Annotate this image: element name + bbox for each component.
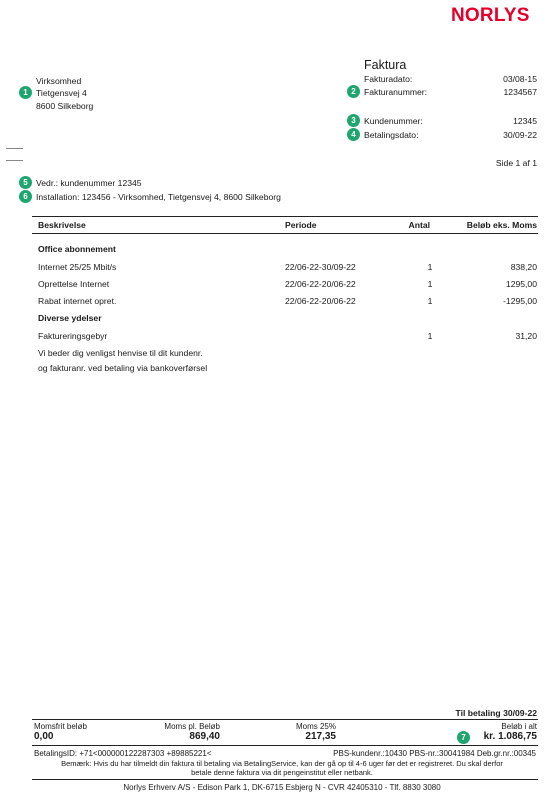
marker-3: 3 bbox=[347, 114, 360, 127]
total-label: Beløb i alt bbox=[501, 722, 537, 731]
installation-line: Installation: 123456 - Virksomhed, Tietgensvej 4, 8600 Silkeborg bbox=[36, 192, 281, 202]
sender-street: Tietgensvej 4 bbox=[36, 88, 87, 98]
payment-id: BetalingsID: +71<000000122287303 +89885221< bbox=[34, 749, 212, 758]
marker-1: 1 bbox=[19, 86, 32, 99]
fold-mark-top bbox=[6, 148, 23, 149]
marker-6: 6 bbox=[19, 190, 32, 203]
remark-line-1: Bemærk: Hvis du har tilmeldt din faktura til betaling via BetalingService, kan der gå op til 4-6 uger før det er registreret. Du skal derfor bbox=[61, 759, 503, 768]
table-top-rule bbox=[32, 216, 538, 217]
totals-top-rule bbox=[32, 719, 538, 720]
due-date-label: Betalingsdato: bbox=[364, 130, 419, 140]
marker-7: 7 bbox=[457, 731, 470, 744]
sender-city: 8600 Silkeborg bbox=[36, 101, 94, 111]
momspl-value: 869,40 bbox=[189, 731, 220, 742]
invoice-number-label: Fakturanummer: bbox=[364, 87, 428, 97]
moms-value: 217,35 bbox=[305, 731, 336, 742]
invoice-title: Faktura bbox=[364, 58, 407, 72]
due-date: 30/09-22 bbox=[503, 130, 537, 140]
col-header-period: Periode bbox=[285, 220, 317, 230]
totals-bottom-rule bbox=[32, 745, 538, 746]
momspl-label: Moms pl. Beløb bbox=[164, 722, 220, 731]
invoice-date: 03/08-15 bbox=[503, 74, 537, 84]
col-header-description: Beskrivelse bbox=[38, 220, 86, 230]
section-office: Office abonnement bbox=[38, 244, 116, 254]
moms-label: Moms 25% bbox=[295, 722, 336, 731]
invoice-date-label: Fakturadato: bbox=[364, 74, 413, 84]
norlys-logo: NORLYS bbox=[451, 5, 530, 26]
total-value: kr. 1.086,75 bbox=[483, 731, 537, 742]
table-header-rule bbox=[32, 233, 538, 234]
sender-name: Virksomhed bbox=[36, 76, 82, 86]
section-diverse: Diverse ydelser bbox=[38, 313, 102, 323]
page-number: Side 1 af 1 bbox=[495, 158, 537, 168]
customer-number: 12345 bbox=[513, 116, 537, 126]
vedr-line: Vedr.: kundenummer 12345 bbox=[36, 178, 142, 188]
to-pay-label: Til betaling 30/09-22 bbox=[455, 708, 537, 718]
momsfri-label: Momsfrit beløb bbox=[34, 722, 87, 731]
col-header-quantity: Antal bbox=[408, 220, 430, 230]
marker-5: 5 bbox=[19, 176, 32, 189]
footer-rule bbox=[32, 779, 538, 780]
marker-4: 4 bbox=[347, 128, 360, 141]
customer-number-label: Kundenummer: bbox=[364, 116, 423, 126]
payment-note-line-1: Vi beder dig venligst henvise til dit kundenr. bbox=[38, 348, 203, 358]
pbs-info: PBS-kundenr.:10430 PBS-nr.:30041984 Deb.gr.nr.:00345 bbox=[333, 749, 536, 758]
marker-2: 2 bbox=[347, 85, 360, 98]
company-footer: Norlys Erhverv A/S - Edison Park 1, DK-6715 Esbjerg N - CVR 42405310 - Tlf. 8830 3080 bbox=[123, 783, 441, 792]
col-header-amount: Beløb eks. Moms bbox=[466, 220, 537, 230]
fold-mark-bottom bbox=[6, 160, 23, 161]
remark-line-2: betale denne faktura via dit pengeinstitut eller netbank. bbox=[191, 768, 373, 777]
invoice-number: 1234567 bbox=[503, 87, 537, 97]
payment-note-line-2: og fakturanr. ved betaling via bankoverførsel bbox=[38, 363, 208, 373]
momsfri-value: 0,00 bbox=[34, 731, 54, 742]
